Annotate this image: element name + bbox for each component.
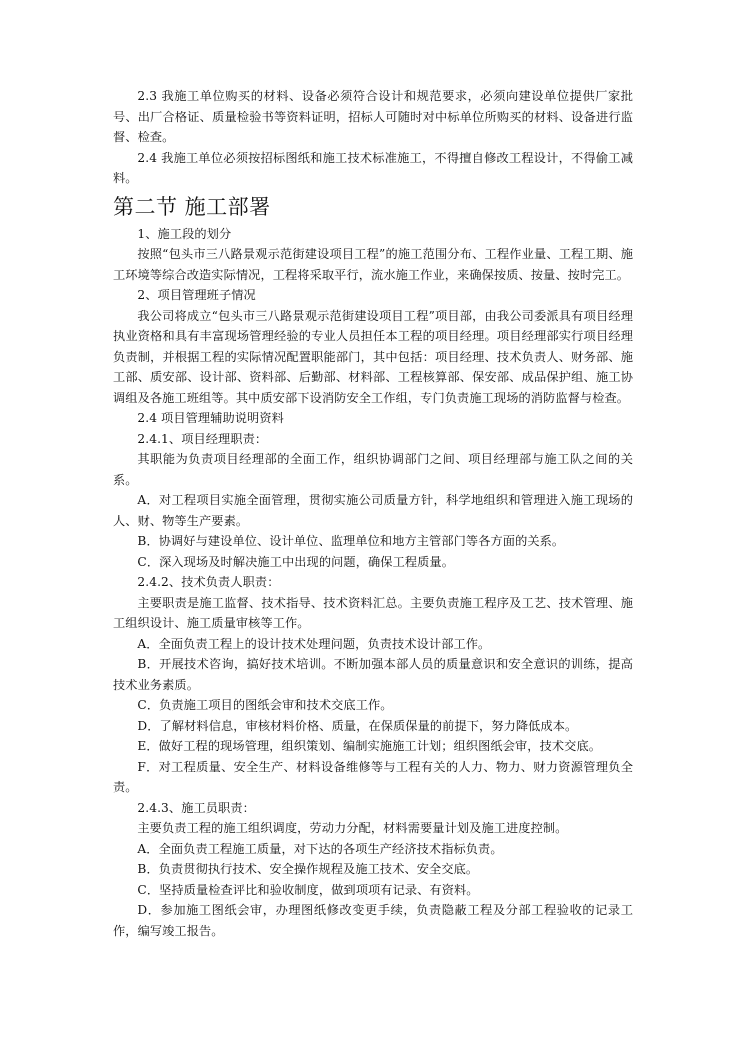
paragraph: C．深入现场及时解决施工中出现的问题，确保工程质量。 — [137, 554, 455, 569]
paragraph: D．了解材料信息，审核材料价格、质量，在保质保量的前提下，努力降低成本。 — [137, 718, 578, 733]
paragraph: A．全面负责工程施工质量，对下达的各项生产经济技术指标负责。 — [137, 841, 503, 856]
paragraph: A．全面负责工程上的设计技术处理问题，负责技术设计部工作。 — [137, 636, 491, 651]
paragraph-2-4: 2.4 我施工单位必须按招标图纸和施工技术标准施工，不得擅自修改工程设计，不得偷工减料。 — [113, 150, 633, 185]
paragraph: E．做好工程的现场管理，组织策划、编制实施施工计划；组织图纸会审，技术交底。 — [137, 739, 602, 753]
paragraph: 2.4.2、技术负责人职责： — [137, 575, 280, 589]
paragraph: F．对工程质量、安全生产、材料设备维修等与工程有关的人力、物力、财力资源管理负全责。 — [113, 759, 633, 794]
paragraph-2-3: 2.3 我施工单位购买的材料、设备必须符合设计和规范要求，必须向建设单位提供厂家批号、出厂合格证、质量检验书等资料证明，招标人可随时对中标单位所购买的材料、设备进行监督、检查。 — [113, 89, 633, 144]
paragraph: 主要职责是施工监督、技术指导、技术资料汇总。主要负责施工程序及工艺、技术管理、施工组织设计、施工质量审核等工作。 — [113, 595, 633, 630]
paragraph: 2.4 项目管理辅助说明资料 — [137, 411, 284, 425]
paragraph: 其职能为负责项目经理部的全面工作，组织协调部门之间、项目经理部与施工队之间的关系。 — [113, 452, 633, 487]
paragraph: C．坚持质量检查评比和验收制度，做到项项有记录、有资料。 — [137, 882, 479, 897]
paragraph: C．负责施工项目的图纸会审和技术交底工作。 — [137, 698, 393, 712]
document-page — [113, 86, 633, 941]
paragraph: 1、施工段的划分 — [137, 226, 232, 241]
paragraph: 2.4.3、施工员职责： — [137, 800, 255, 815]
paragraph: 主要负责工程的施工组织调度，劳动力分配，材料需要量计划及施工进度控制。 — [137, 821, 568, 835]
paragraph: 2、项目管理班子情况 — [137, 288, 256, 302]
paragraph: B．开展技术咨询，搞好技术培训。不断加强本部人员的质量意识和安全意识的训练，提高技术业务素质。 — [113, 657, 633, 692]
paragraph: B．负责贯彻执行技术、安全操作规程及施工技术、安全交底。 — [137, 862, 479, 876]
paragraph: 按照“包头市三八路景观示范街建设项目工程”的施工范围分布、工程作业量、工程工期、施工环境等综合改造实际情况，工程将采取平行，流水施工作业，来确保按质、按量、按时完工。 — [113, 247, 633, 282]
paragraph: B．协调好与建设单位、设计单位、监理单位和地方主管部门等各方面的关系。 — [137, 534, 565, 548]
section-title: 第二节 施工部署 — [113, 194, 271, 219]
paragraph: D．参加施工图纸会审，办理图纸修改变更手续，负责隐蔽工程及分部工程验收的记录工作，编写竣工报告。 — [113, 903, 633, 938]
paragraph: 2.4.1、项目经理职责： — [137, 431, 268, 446]
paragraph: A．对工程项目实施全面管理，贯彻实施公司质量方针，科学地组织和管理进入施工现场的人、财、物等生产要素。 — [113, 493, 633, 528]
paragraph: 我公司将成立“包头市三八路景观示范街建设项目工程”项目部，由我公司委派具有项目经理执业资格和具有丰富现场管理经验的专业人员担任本工程的项目经理。项目经理部实行项目经理负责制，并根据工程的实际情况配置职能部门，其中包括：项目经理、技术负责人、财务部、施工部、质安部、设计部、资料部、后勤部、材料部、工程核算部、保安部、成品保护组、施工协调组及各施工班组等。其中质安部下设消防安全工作组，专门负责施工现场的消防监督与检查。 — [113, 308, 633, 405]
